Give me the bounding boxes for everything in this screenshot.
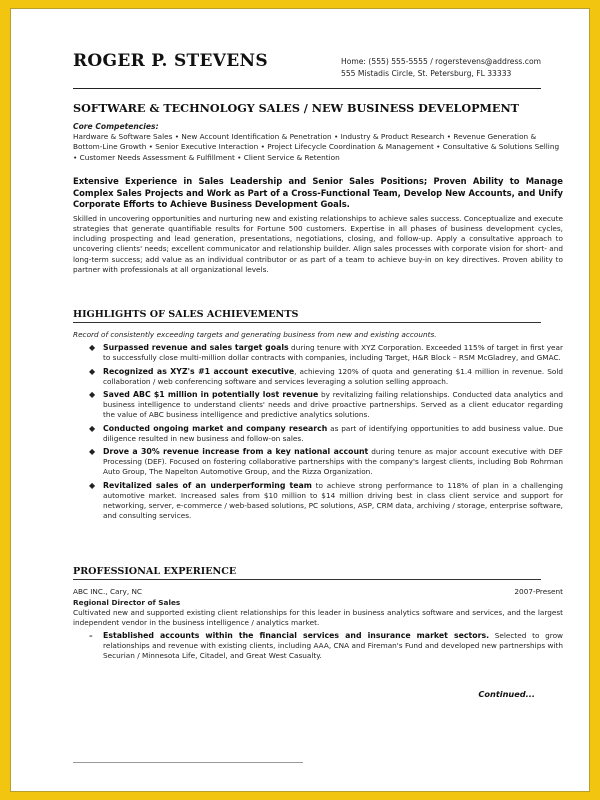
diamond-bullet-icon: ◆ [89,423,96,433]
job-company: ABC INC., Cary, NC [73,587,143,596]
experience-title: PROFESSIONAL EXPERIENCE [73,566,237,577]
diamond-bullet-icon: ◆ [89,447,96,457]
summary [73,176,563,275]
job-description: Cultivated new and supported existing client relationships for this leader in business analytics software and services, and the largest independent vendor in the business intelligence / analytics market. [73,608,563,628]
achievement-text: by revitalizing failing relationships. Conducted data analytics and business intelligence to understand clients' needs and drive proactive partnerships. Served as a client educator regarding the value of ABC business intelligence and predictive analytics solutions. [103,390,563,420]
summary-body: Skilled in uncovering opportunities and nurturing new and existing relationships to achieve sales success. Conceptualize and execute strategies that generate quantifiable results for Fortune 500 customers. Expertise in all phases of business development cycles, including prospecting and lead generation, presentations, negotiations, closing, and follow-up. Apply a consultative approach to uncovering clients' needs; excellent communicator and relationship builder. Align sales processes with corporate vision for short- and long-term success; add value as an individual contributor or as part of a team to achieve buy-in on key directives. Proven ability to partner with professionals at all organizational levels. [73,213,563,274]
resume-page [29,9,593,793]
highlights-title: HIGHLIGHTS OF SALES ACHIEVEMENTS [73,309,299,320]
achievements-list [73,343,563,521]
job-dates: 2007-Present [514,587,563,596]
summary-headline: Extensive Experience in Sales Leadership and Senior Sales Positions; Proven Ability to Manage Complex Sales Projects and Work as Part of a Cross-Functional Team, Develop New Accounts, and Unify Corporate Efforts to Achieve Business Development Goals. [73,176,563,210]
achievement-item [73,343,563,363]
job-bullet-text: Selected to grow relationships and revenue with existing clients, including AAA, CNA and Fireman's Fund and developed new partnerships with Securian / Minnesota Life, Citadel, and Great West Casualty. [103,630,563,661]
contact-address: 555 Mistadis Circle, St. Petersburg, FL 33333 [341,69,512,78]
achievement-text: during tenure with XYZ Corporation. Exceeded 115% of target in first year to successfully close multi-million dollar contracts with companies, including Target, H&R Block – RSM McGladrey, and GMAC. [103,343,563,363]
achievement-text: to achieve strong performance to 118% of plan in a challenging automotive market. Increased sales from $10 million to $14 million driving best in class client service and support for networking, server, e-commerce / web-based solutions, PC solutions, ASP, CRM data, archiving / storage, enterprise software, and consulting services. [103,480,563,521]
achievement-lead: Drove a 30% revenue increase from a key national account [103,447,369,457]
achievement-lead: Surpassed revenue and sales target goals [103,343,289,353]
job-role: Regional Director of Sales [73,598,181,607]
page-frame [10,8,590,792]
achievement-item [73,447,563,478]
achievement-lead: Revitalized sales of an underperforming team [103,480,312,490]
achievement-lead: Recognized as XYZ's #1 account executive [103,366,295,376]
job-bullet-lead: Established accounts within the financial services and insurance market sectors. [103,630,490,640]
resume-title: SOFTWARE & TECHNOLOGY SALES / NEW BUSINESS DEVELOPMENT [73,101,520,115]
achievement-item [73,424,563,444]
achievement-lead: Conducted ongoing market and company research [103,423,328,433]
candidate-name: ROGER P. STEVENS [73,51,268,71]
continued-note: Continued... [478,689,535,699]
core-competencies [73,122,563,163]
highlights-intro: Record of consistently exceeding targets and generating business from new and existing accounts. [73,330,437,339]
core-competencies-text: Hardware & Software Sales • New Account Identification & Penetration • Industry & Product Research • Revenue Generation & Bottom-Line Growth • Senior Executive Interaction • Project Lifecycle Coordination & Management • Consultative & Solutions Selling • Customer Needs Assessment & Fulfillment • Client Service & Retention [73,132,560,162]
highlights-section [73,330,563,524]
achievement-text: during tenure as major account executive with DEF Processing (DEF). Focused on fostering collaborative partnerships with the company's largest clients, including Bob Rohrman Auto Group, The Napelton Automotive Group, and the Rizza Organization. [103,447,564,477]
achievement-item [73,390,563,421]
achievement-item [73,367,563,387]
diamond-bullet-icon: ◆ [89,480,96,490]
dash-marker: – [89,630,93,640]
diamond-bullet-icon: ◆ [89,390,96,400]
achievement-text: as part of identifying opportunities to add business value. Due diligence resulted in new business and follow-on sales. [103,423,563,443]
diamond-bullet-icon: ◆ [89,366,96,376]
diamond-bullet-icon: ◆ [89,343,96,353]
job-header [73,587,563,598]
job-bullet [73,631,563,662]
achievement-item [73,481,563,522]
achievement-lead: Saved ABC $1 million in potentially lost revenue [103,390,319,400]
footer-rule [73,762,303,763]
contact-info [341,56,541,80]
core-competencies-label: Core Competencies: [73,122,159,131]
experience-section [73,587,563,661]
achievement-text: , achieving 120% of quota and generating $1.4 million in revenue. Sold collaboration / web conferencing software and services leveraging a solution selling approach. [103,366,563,386]
highlights-rule [73,322,541,323]
header-rule [73,88,541,89]
contact-phone-email: Home: (555) 555-5555 / rogerstevens@address.com [341,57,541,66]
experience-rule [73,579,541,580]
